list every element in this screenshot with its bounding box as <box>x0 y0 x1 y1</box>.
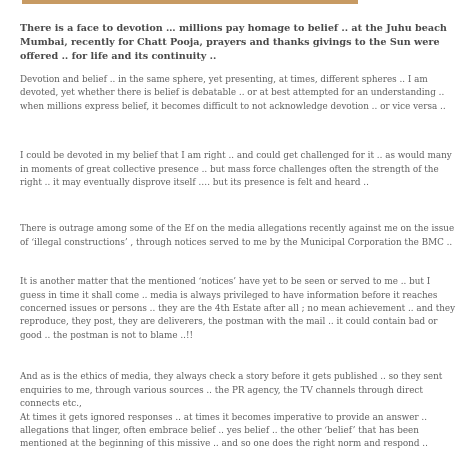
post-paragraph-devotion: Devotion and belief .. in the same sphere, yet presenting, at times, different spheres .. I am devoted, yet whether there is belief is debatable .. or at best attempted for an understanding .. when millions express belief, it becomes difficult to not acknowledge devotion .. or vice versa .. <box>20 75 446 112</box>
post-paragraph-ethics: And as is the ethics of media, they always check a story before it gets published .. so they sent enquiries to me, through various sources .. the PR agency, the TV channels through direct connects etc., At times it gets ignored responses .. at times it becomes imperative to provide an answer .. allegations that linger, often embrace belief .. yes belief .. the other ‘belief’ that has been mentioned at the beginning of this missive .. and so one does the right norm and respond .. <box>20 372 443 450</box>
post-paragraph-right: I could be devoted in my belief that I am right .. and could get challenged for it .. as would many in moments of great collective presence .. but mass force challenges often the strength of the right .. it may eventually disprove itself …. but its presence is felt and heard .. <box>20 151 452 189</box>
post-lead-paragraph: There is a face to devotion … millions pay homage to belief .. at the Juhu beach Mumbai, recently for Chatt Pooja, prayers and thanks givings to the Sun were offered .. for life and its continuity .. <box>20 23 447 62</box>
blog-post-body <box>20 22 456 452</box>
post-photo-bottom-edge <box>22 0 358 4</box>
post-paragraph-notices: It is another matter that the mentioned ‘notices’ have yet to be seen or served to me .. but I guess in time it shall come .. media is always privileged to have information before it reaches concerned issues or persons .. they are the 4th Estate after all ; no mean achievement .. and they reproduce, they post, they are deliverers, the postman with the mail .. it could contain bad or good .. the postman is not to blame ..!! <box>20 277 456 341</box>
post-paragraph-outrage: There is outrage among some of the Ef on the media allegations recently against me on the issue of ‘illegal constructions’ , through notices served to me by the Municipal Corporation the BMC .. <box>20 224 455 248</box>
